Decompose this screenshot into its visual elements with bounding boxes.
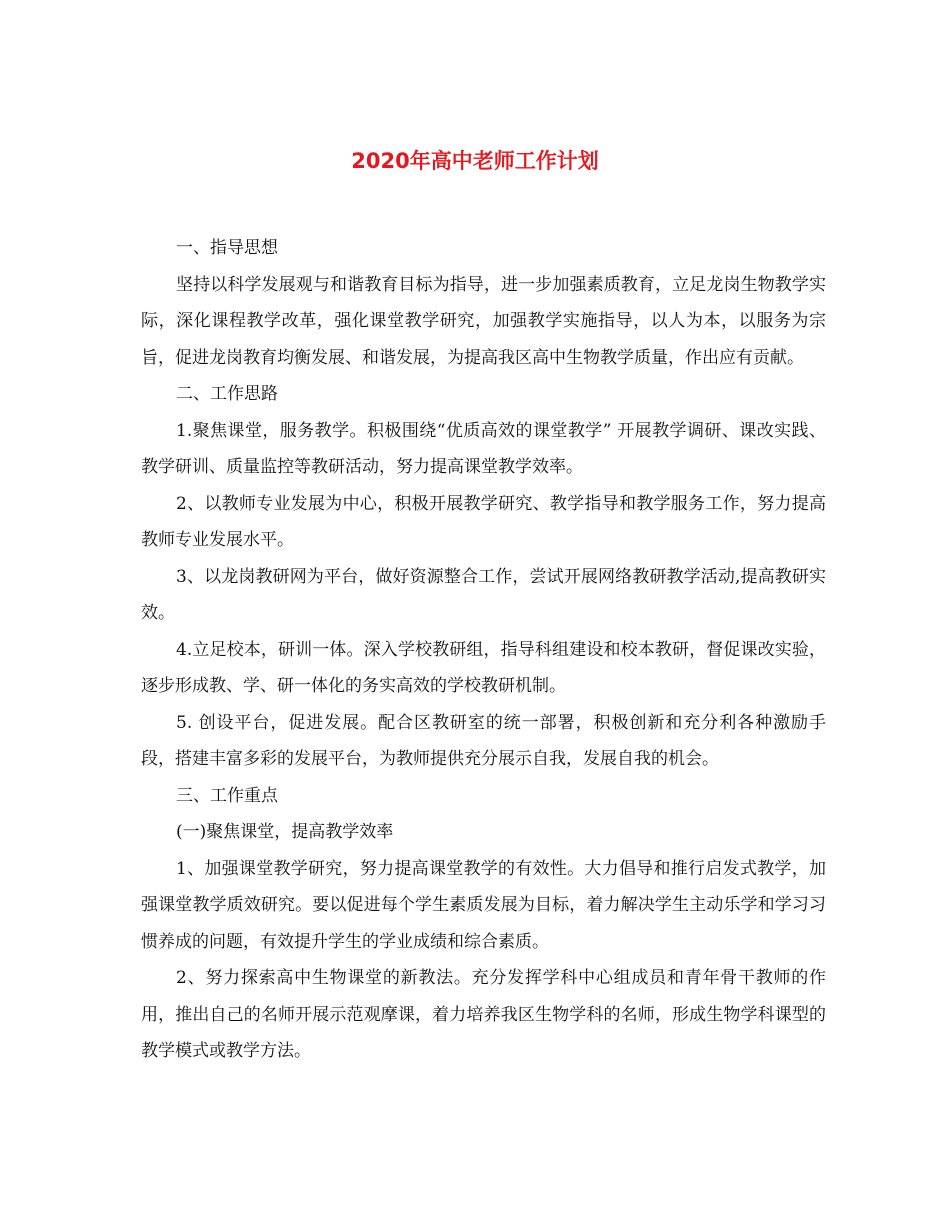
paragraph-approach-2: 2、以教师专业发展为中心，积极开展教学研究、教学指导和教学服务工作，努力提高教师专业发展水平。	[141, 493, 826, 550]
document-body	[141, 230, 826, 1070]
document-title: 2020年高中老师工作计划	[351, 149, 599, 173]
paragraph-approach-4: 4.立足校本，研训一体。深入学校教研组，指导科组建设和校本教研，督促课改实验，逐步形成教、学、研一体化的务实高效的学校教研机制。	[141, 639, 826, 696]
paragraph-focus-1: 1、加强课堂教学研究，努力提高课堂教学的有效性。大力倡导和推行启发式教学，加强课堂教学质效研究。要以促进每个学生素质发展为目标，着力解决学生主动乐学和学习习惯养成的问题，有效提升学生的学业成绩和综合素质。	[141, 858, 826, 952]
paragraph-approach-1: 1.聚焦课堂，服务教学。积极围绕“优质高效的课堂教学” 开展教学调研、课改实践、教学研训、质量监控等教研活动，努力提高课堂教学效率。	[141, 420, 826, 477]
section-heading-guiding-ideology: 一、指导思想	[176, 238, 278, 258]
paragraph-approach-3: 3、以龙岗教研网为平台，做好资源整合工作，尝试开展网络教研教学活动,提高教研实效。	[141, 566, 826, 623]
paragraph-guiding-ideology: 坚持以科学发展观与和谐教育目标为指导，进一步加强素质教育，立足龙岗生物教学实际，深化课程教学改革，强化课堂教学研究，加强教学实施指导，以人为本，以服务为宗旨，促进龙岗教育均衡发展、和谐发展，为提高我区高中生物教学质量，作出应有贡献。	[141, 274, 826, 368]
paragraph-focus-2: 2、努力探索高中生物课堂的新教法。充分发挥学科中心组成员和青年骨干教师的作用，推出自己的名师开展示范观摩课，着力培养我区生物学科的名师，形成生物学科课型的教学模式或教学方法。	[141, 968, 826, 1061]
section-heading-work-approach: 二、工作思路	[176, 384, 278, 404]
subsection-heading-focus-classroom: (一)聚焦课堂，提高教学效率	[176, 822, 394, 842]
paragraph-approach-5: 5. 创设平台，促进发展。配合区教研室的统一部署，积极创新和充分利各种激励手段，搭建丰富多彩的发展平台，为教师提供充分展示自我，发展自我的机会。	[141, 712, 826, 769]
section-heading-work-focus: 三、工作重点	[176, 785, 278, 806]
